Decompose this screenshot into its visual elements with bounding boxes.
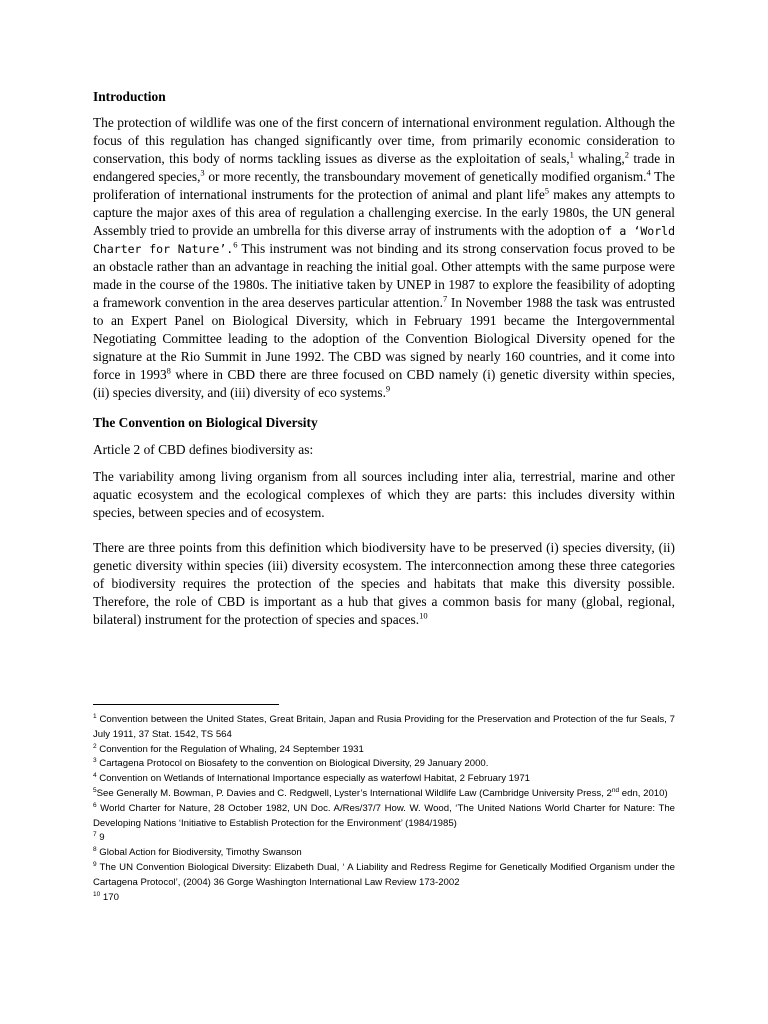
footnote-ref[interactable]: 7 <box>442 293 448 304</box>
paragraph-text: This instrument was not binding and its strong conservation focus proved to be an obstacle rather than an advantage in reaching the initial goal. Other attempts with the same purpose were made in the course of the 1980s. The initiative taken by UNEP in 1987 to explore the feasibility of adopting a framework convention in the area deserves particular attention. <box>93 241 675 310</box>
footnote-text: edn, 2010) <box>619 787 668 799</box>
paragraph-text: where in CBD there are three focused on CBD namely (i) genetic diversity within species, (ii) species diversity, and (iii) diversity of eco systems. <box>93 367 675 400</box>
footnote-ref[interactable]: 1 <box>569 149 574 160</box>
paragraph-text: There are three points from this definition which biodiversity have to be preserved (i) species diversity, (ii) genetic diversity within species (iii) diversity ecosystem. The interconnection among these three categories of biodiversity requires the protection of the species and habitats that make this diversity possible. Therefore, the role of CBD is important as a hub that gives a common basis for many (global, regional, bilateral) instrument for the protection of species and spaces. <box>93 540 675 627</box>
paragraph-text: In November 1988 the task was entrusted to an Expert Panel on Biological Diversity, which in February 1991 became the Intergovernmental Negotiating Committee leading to the adoption of the Convention Biological Diversity opened for the signature at the Rio Summit in June 1992. The CBD was signed by nearly 160 countries, and it come into force in 1993 <box>93 295 675 382</box>
three-points-paragraph <box>93 539 675 629</box>
footnote-ref[interactable]: 2 <box>624 149 630 160</box>
footnote-text: Cartagena Protocol on Biosafety to the convention on Biological Diversity, 29 January 2000. <box>96 758 489 770</box>
footnote-number: 9 <box>93 860 97 868</box>
ordinal-suffix: nd <box>611 786 620 794</box>
footnote-6 <box>93 802 675 832</box>
section-heading-introduction: Introduction <box>93 89 166 104</box>
footnote-text: 9 <box>96 832 105 844</box>
charter-title-text: of a ‘World Charter for Nature’. <box>93 224 675 256</box>
footnote-ref[interactable]: 3 <box>200 167 205 178</box>
footnote-7 <box>93 831 675 846</box>
footnote-number: 10 <box>93 890 101 898</box>
footnote-number: 4 <box>93 772 97 779</box>
footnote-ref[interactable]: 10 <box>419 610 428 621</box>
section-heading-cbd: The Convention on Biological Diversity <box>93 415 318 430</box>
paragraph-text: trade in endangered species, <box>93 151 675 184</box>
footnote-ref[interactable]: 9 <box>385 383 391 394</box>
footnote-10 <box>93 891 675 906</box>
footnote-text: 170 <box>100 891 119 903</box>
footnotes-section <box>93 704 675 905</box>
footnote-separator <box>93 704 279 705</box>
footnote-text: Convention for the Regulation of Whaling, 24 September 1931 <box>96 743 364 755</box>
footnote-5 <box>93 787 675 802</box>
footnote-number: 5 <box>93 786 97 794</box>
footnote-1 <box>93 713 675 743</box>
paragraph-text: makes any attempts to capture the major axes of this area of regulation a challenging exercise. In the early 1980s, the UN general Assembly tried to provide an umbrella for this diverse array of instruments with the adoption <box>93 187 675 238</box>
footnote-number: 2 <box>93 742 97 750</box>
footnote-ref[interactable]: 6 <box>233 239 238 250</box>
paragraph-text: or more recently, the transboundary movement of genetically modified organism. <box>204 169 647 184</box>
footnote-number: 6 <box>93 801 97 809</box>
footnote-2 <box>93 743 675 758</box>
footnote-text: The UN Convention Biological Diversity: Elizabeth Dual, ‘ A Liability and Redress Regime for Genetically Modified Organism under the Cartagena Protocol’, (2004) 36 Gorge Washington International Law Review 173-2002 <box>93 861 675 888</box>
footnote-text: See Generally M. Bowman, P. Davies and C. Redgwell, Lyster’s International Wildlife Law (Cambridge University Press, 2 <box>96 787 612 799</box>
footnote-ref[interactable]: 4 <box>646 167 651 178</box>
footnote-number: 1 <box>93 712 97 720</box>
footnote-text: Global Action for Biodiversity, Timothy Swanson <box>96 847 302 859</box>
introduction-paragraph <box>93 114 675 402</box>
paragraph-text: The protection of wildlife was one of the first concern of international environment regulation. Although the focus of this regulation has changed significantly over time, from primarily economic consideration to conservation, this body of norms tackling issues as diverse as the exploitation of seals, <box>93 115 675 166</box>
footnote-ref[interactable]: 8 <box>166 365 171 376</box>
definition-paragraph: The variability among living organism from all sources including inter alia, terrestrial, marine and other aquatic ecosystem and the ecological complexes of which they are parts: this includes diversity within species, between species and of ecosystem. <box>93 469 675 520</box>
footnote-4 <box>93 772 675 787</box>
article-2-intro: Article 2 of CBD defines biodiversity as: <box>93 442 314 457</box>
document-page <box>93 82 675 629</box>
footnote-text: Convention on Wetlands of International Importance especially as waterfowl Habitat, 2 February 1971 <box>96 773 531 785</box>
paragraph-text: whaling, <box>573 151 625 166</box>
footnote-number: 3 <box>93 757 97 765</box>
footnote-9 <box>93 861 675 891</box>
footnote-8 <box>93 846 675 861</box>
footnote-ref[interactable]: 5 <box>544 185 550 196</box>
footnote-number: 7 <box>93 831 97 839</box>
footnote-number: 8 <box>93 845 97 853</box>
footnote-text: Convention between the United States, Great Britain, Japan and Rusia Providing for the Preservation and Protection of the fur Seals, 7 July 1911, 37 Stat. 1542, TS 564 <box>93 714 675 740</box>
footnote-text: World Charter for Nature, 28 October 1982, UN Doc. A/Res/37/7 How. W. Wood, ‘The United Nations World Charter for Nature: The Developing Nations ‘Initiative to Establish Protection for the Environment’ (1984/1985) <box>93 802 675 829</box>
paragraph-text: The proliferation of international instruments for the protection of animal and plant life <box>93 169 675 202</box>
footnote-3 <box>93 757 675 772</box>
